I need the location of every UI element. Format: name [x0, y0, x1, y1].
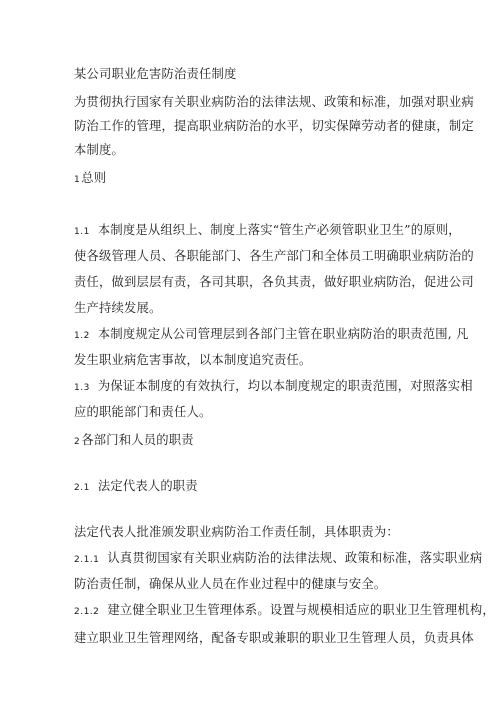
legal-rep-intro: 法定代表人批准颁发职业病防治工作责任制，具体职责为：	[74, 525, 399, 539]
clause-number: 1.3	[74, 383, 90, 393]
clause-2-1	[74, 478, 198, 496]
section-1-heading	[74, 170, 106, 188]
intro-line-2: 防治工作的管理，提高职业病防治的水平，切实保障劳动者的健康，制定	[74, 119, 474, 133]
clause-text: 本制度是从组织上、制度上落实“管生产必须管职业卫生”的原则，	[97, 223, 461, 237]
section-title: 各部门和人员的职责	[81, 433, 194, 447]
clause-1-3-line-1	[74, 378, 473, 396]
clause-1-1-line-3: 责任，做到层层有责，各司其职，各负其责，做好职业病防治，促进公司	[74, 275, 474, 289]
section-2-heading	[74, 432, 194, 450]
clause-2-1-1-line-1	[74, 550, 482, 568]
clause-text: 建立健全职业卫生管理体系。设置与规模相适应的职业卫生管理机构，	[107, 603, 495, 617]
document-title: 某公司职业危害防治责任制度	[74, 67, 237, 81]
clause-1-1-line-2: 使各级管理人员、各职能部门、各生产部门和全体员工明确职业病防治的	[74, 249, 474, 263]
section-title: 总则	[81, 171, 107, 185]
clause-text: 为保证本制度的有效执行，均以本制度规定的职责范围，对照落实相	[97, 379, 473, 393]
intro-line-3: 本制度。	[74, 143, 124, 157]
clause-1-1-line-4: 生产持续发展。	[74, 301, 162, 315]
clause-number: 2.1.2	[74, 607, 100, 617]
clause-number: 1.2	[74, 331, 90, 341]
clause-2-1-1-line-2: 防治责任制，确保从业人员在作业过程中的健康与安全。	[74, 577, 387, 591]
intro-line-1: 为贯彻执行国家有关职业病防治的法律法规、政策和标准，加强对职业病	[74, 95, 474, 109]
clause-text: 法定代表人的职责	[97, 479, 198, 493]
clause-1-3-line-2: 应的职能部门和责任人。	[74, 405, 212, 419]
clause-number: 1.1	[74, 227, 90, 237]
clause-number: 2.1	[74, 483, 90, 493]
section-number: 1	[74, 175, 81, 185]
clause-1-1-line-1	[74, 222, 461, 240]
clause-text: 认真贯彻国家有关职业病防治的法律法规、政策和标准，落实职业病	[107, 551, 483, 565]
clause-1-2-line-1	[74, 326, 468, 344]
section-number: 2	[74, 437, 81, 447]
clause-1-2-line-2: 发生职业病危害事故，以本制度追究责任。	[74, 353, 312, 367]
clause-text: 本制度规定从公司管理层到各部门主管在职业病防治的职责范围, 凡	[97, 327, 469, 341]
clause-2-1-2-line-2: 建立职业卫生管理网络，配备专职或兼职的职业卫生管理人员，负责具体	[74, 631, 474, 645]
clause-number: 2.1.1	[74, 555, 100, 565]
clause-2-1-2-line-1	[74, 602, 495, 620]
